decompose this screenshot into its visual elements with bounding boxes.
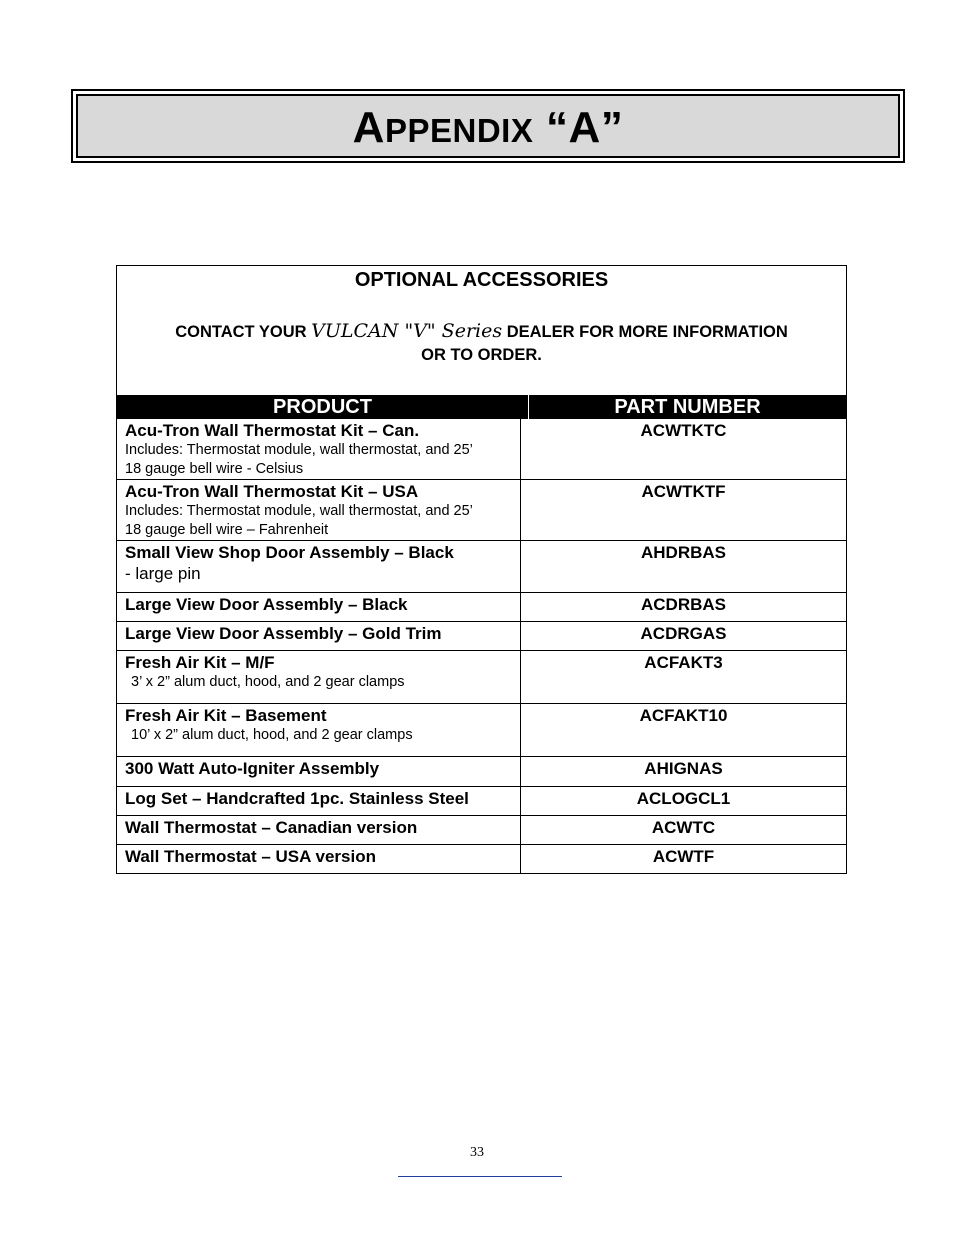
contact-line-1: [117, 320, 846, 344]
table-row: [117, 621, 846, 650]
accessories-header: [117, 266, 846, 395]
product-detail: 18 gauge bell wire - Celsius: [125, 461, 304, 477]
product-detail: Includes: Thermostat module, wall thermostat, and 25’: [125, 503, 473, 519]
product-cell: [117, 704, 521, 756]
product-name: Wall Thermostat – Canadian version: [125, 818, 418, 837]
product-cell: [117, 816, 521, 844]
product-name: Small View Shop Door Assembly – Black: [125, 543, 454, 562]
appendix-banner-inner: [76, 94, 900, 158]
part-number-cell: ACWTC: [651, 818, 716, 837]
appendix-title-suffix: “A”: [533, 103, 624, 152]
table-row: [117, 479, 846, 540]
contact-prefix: CONTACT YOUR: [175, 323, 312, 341]
product-cell: [117, 757, 521, 786]
column-header-row: [117, 395, 846, 419]
product-detail: 10’ x 2” alum duct, hood, and 2 gear clamps: [131, 727, 413, 743]
table-row: [117, 756, 846, 786]
part-number-cell: ACDRBAS: [641, 595, 726, 614]
part-number-cell: ACWTKTC: [640, 421, 727, 440]
column-header-part-number: PART NUMBER: [614, 395, 761, 418]
product-cell: [117, 593, 521, 621]
part-number-cell: ACWTF: [652, 847, 715, 866]
product-name: 300 Watt Auto-Igniter Assembly: [125, 759, 380, 778]
table-row: [117, 815, 846, 844]
product-name: Log Set – Handcrafted 1pc. Stainless Steel: [125, 789, 469, 808]
contact-note: [117, 320, 846, 367]
appendix-title: [352, 103, 624, 152]
part-number-cell: ACWTKTF: [641, 482, 726, 501]
appendix-title-rest: PPENDIX: [384, 112, 534, 149]
product-name: Acu-Tron Wall Thermostat Kit – Can.: [125, 421, 420, 440]
product-name: Large View Door Assembly – Gold Trim: [125, 624, 442, 643]
product-cell: [117, 480, 521, 540]
page-number: 33: [470, 1145, 484, 1160]
product-name: Acu-Tron Wall Thermostat Kit – USA: [125, 482, 419, 501]
product-cell: [117, 651, 521, 703]
appendix-banner: [71, 89, 905, 163]
table-row: [117, 703, 846, 756]
table-row: [117, 540, 846, 592]
product-name: Fresh Air Kit – M/F: [125, 653, 275, 672]
part-number-cell: ACFAKT10: [639, 706, 728, 725]
product-detail: Includes: Thermostat module, wall thermostat, and 25’: [125, 442, 473, 458]
contact-suffix: DEALER FOR MORE INFORMATION: [502, 323, 788, 341]
product-detail: 18 gauge bell wire – Fahrenheit: [125, 522, 329, 538]
accessories-heading: OPTIONAL ACCESSORIES: [354, 269, 609, 291]
part-number-cell: ACDRGAS: [640, 624, 727, 643]
product-name: Large View Door Assembly – Black: [125, 595, 408, 614]
product-cell: [117, 541, 521, 592]
product-cell: [117, 419, 521, 479]
part-number-cell: AHIGNAS: [644, 759, 723, 778]
contact-line-2: OR TO ORDER.: [421, 346, 542, 364]
table-row: [117, 844, 846, 873]
product-name: Fresh Air Kit – Basement: [125, 706, 327, 725]
product-cell: [117, 845, 521, 873]
part-number-cell: ACFAKT3: [644, 653, 723, 672]
column-header-product: PRODUCT: [117, 395, 529, 419]
table-row: [117, 650, 846, 703]
table-row: [117, 419, 846, 479]
brand-name: VULCAN "V" Series: [311, 320, 503, 342]
product-name: Wall Thermostat – USA version: [125, 847, 376, 866]
product-cell: [117, 787, 521, 815]
part-number-cell: AHDRBAS: [641, 543, 726, 562]
part-number-cell: ACLOGCL1: [636, 789, 731, 808]
accessories-table: [116, 265, 847, 874]
product-cell: [117, 622, 521, 650]
table-body: [117, 419, 846, 873]
product-detail: - large pin: [125, 564, 201, 583]
table-row: [117, 592, 846, 621]
product-detail: 3’ x 2” alum duct, hood, and 2 gear clamps: [131, 674, 405, 690]
footer-divider: [398, 1176, 562, 1177]
appendix-title-cap: A: [352, 103, 385, 152]
table-row: [117, 786, 846, 815]
